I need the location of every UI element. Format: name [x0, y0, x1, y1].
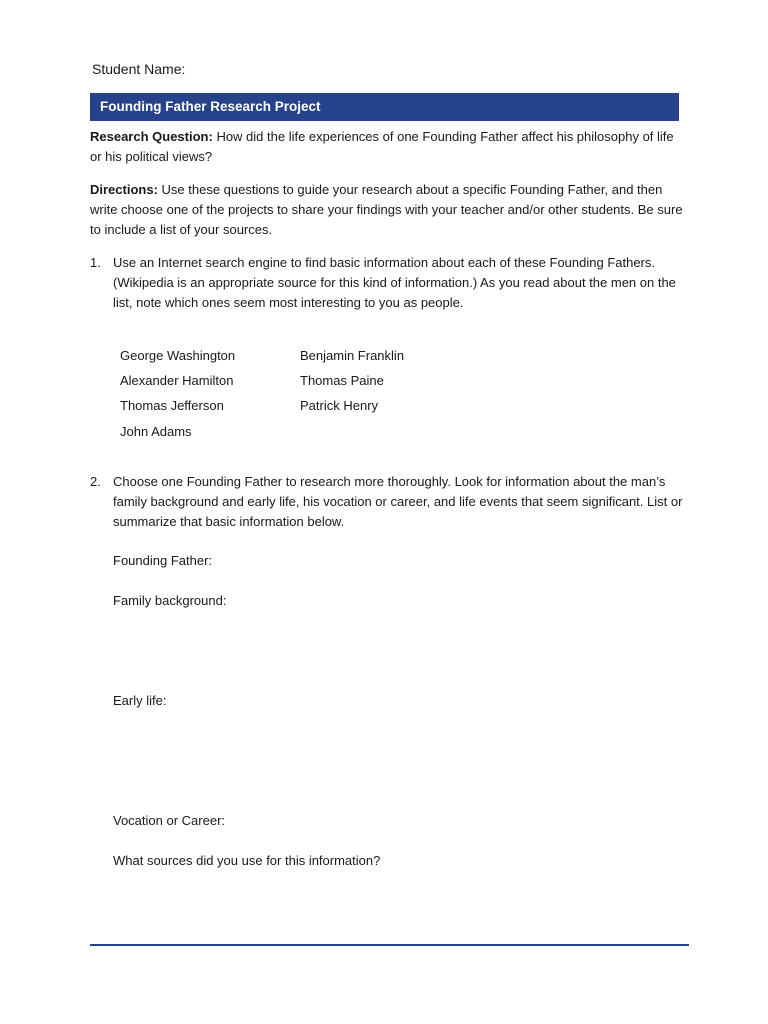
sources-field-label: What sources did you use for this information?: [113, 853, 381, 868]
founding-father-field-label: Founding Father:: [113, 553, 213, 568]
directions-label: Directions:: [90, 182, 158, 197]
research-question-label: Research Question:: [90, 129, 213, 144]
founder-name: Benjamin Franklin: [300, 348, 405, 363]
directions-text: Use these questions to guide your research about a specific Founding Father, and then write choose one of the projects to share your findings with your teacher and/or other students. Be sure to include a list of your sources.: [90, 182, 683, 237]
item-text: Choose one Founding Father to research more thoroughly. Look for information about the man’s family background and early life, his vocation or career, and life events that seem significant. List or summarize that basic information below.: [113, 474, 683, 529]
student-name-label: Student Name:: [92, 61, 186, 77]
founder-name: Patrick Henry: [300, 398, 379, 413]
research-question-text: How did the life experiences of one Founding Father affect his philosophy of life or his political views?: [90, 129, 674, 164]
vocation-field-label: Vocation or Career:: [113, 813, 226, 828]
family-background-field-label: Family background:: [113, 593, 227, 608]
founder-name: Thomas Jefferson: [120, 398, 224, 413]
item-number: 2.: [90, 474, 101, 489]
early-life-field-label: Early life:: [113, 693, 167, 708]
founder-name: Thomas Paine: [300, 373, 384, 388]
item-number: 1.: [90, 255, 101, 270]
footer-divider: [90, 944, 689, 946]
founder-name: John Adams: [120, 424, 192, 439]
founder-name: George Washington: [120, 348, 236, 363]
founder-name: Alexander Hamilton: [120, 373, 234, 388]
item-text: Use an Internet search engine to find basic information about each of these Founding Fathers. (Wikipedia is an appropriate source for this kind of information.) As you read about the men on the list, note which ones seem most interesting to you as people.: [113, 255, 676, 310]
title-banner: [90, 93, 679, 121]
directions: [90, 180, 685, 240]
banner-title: Founding Father Research Project: [100, 99, 321, 114]
research-question: [90, 127, 685, 167]
